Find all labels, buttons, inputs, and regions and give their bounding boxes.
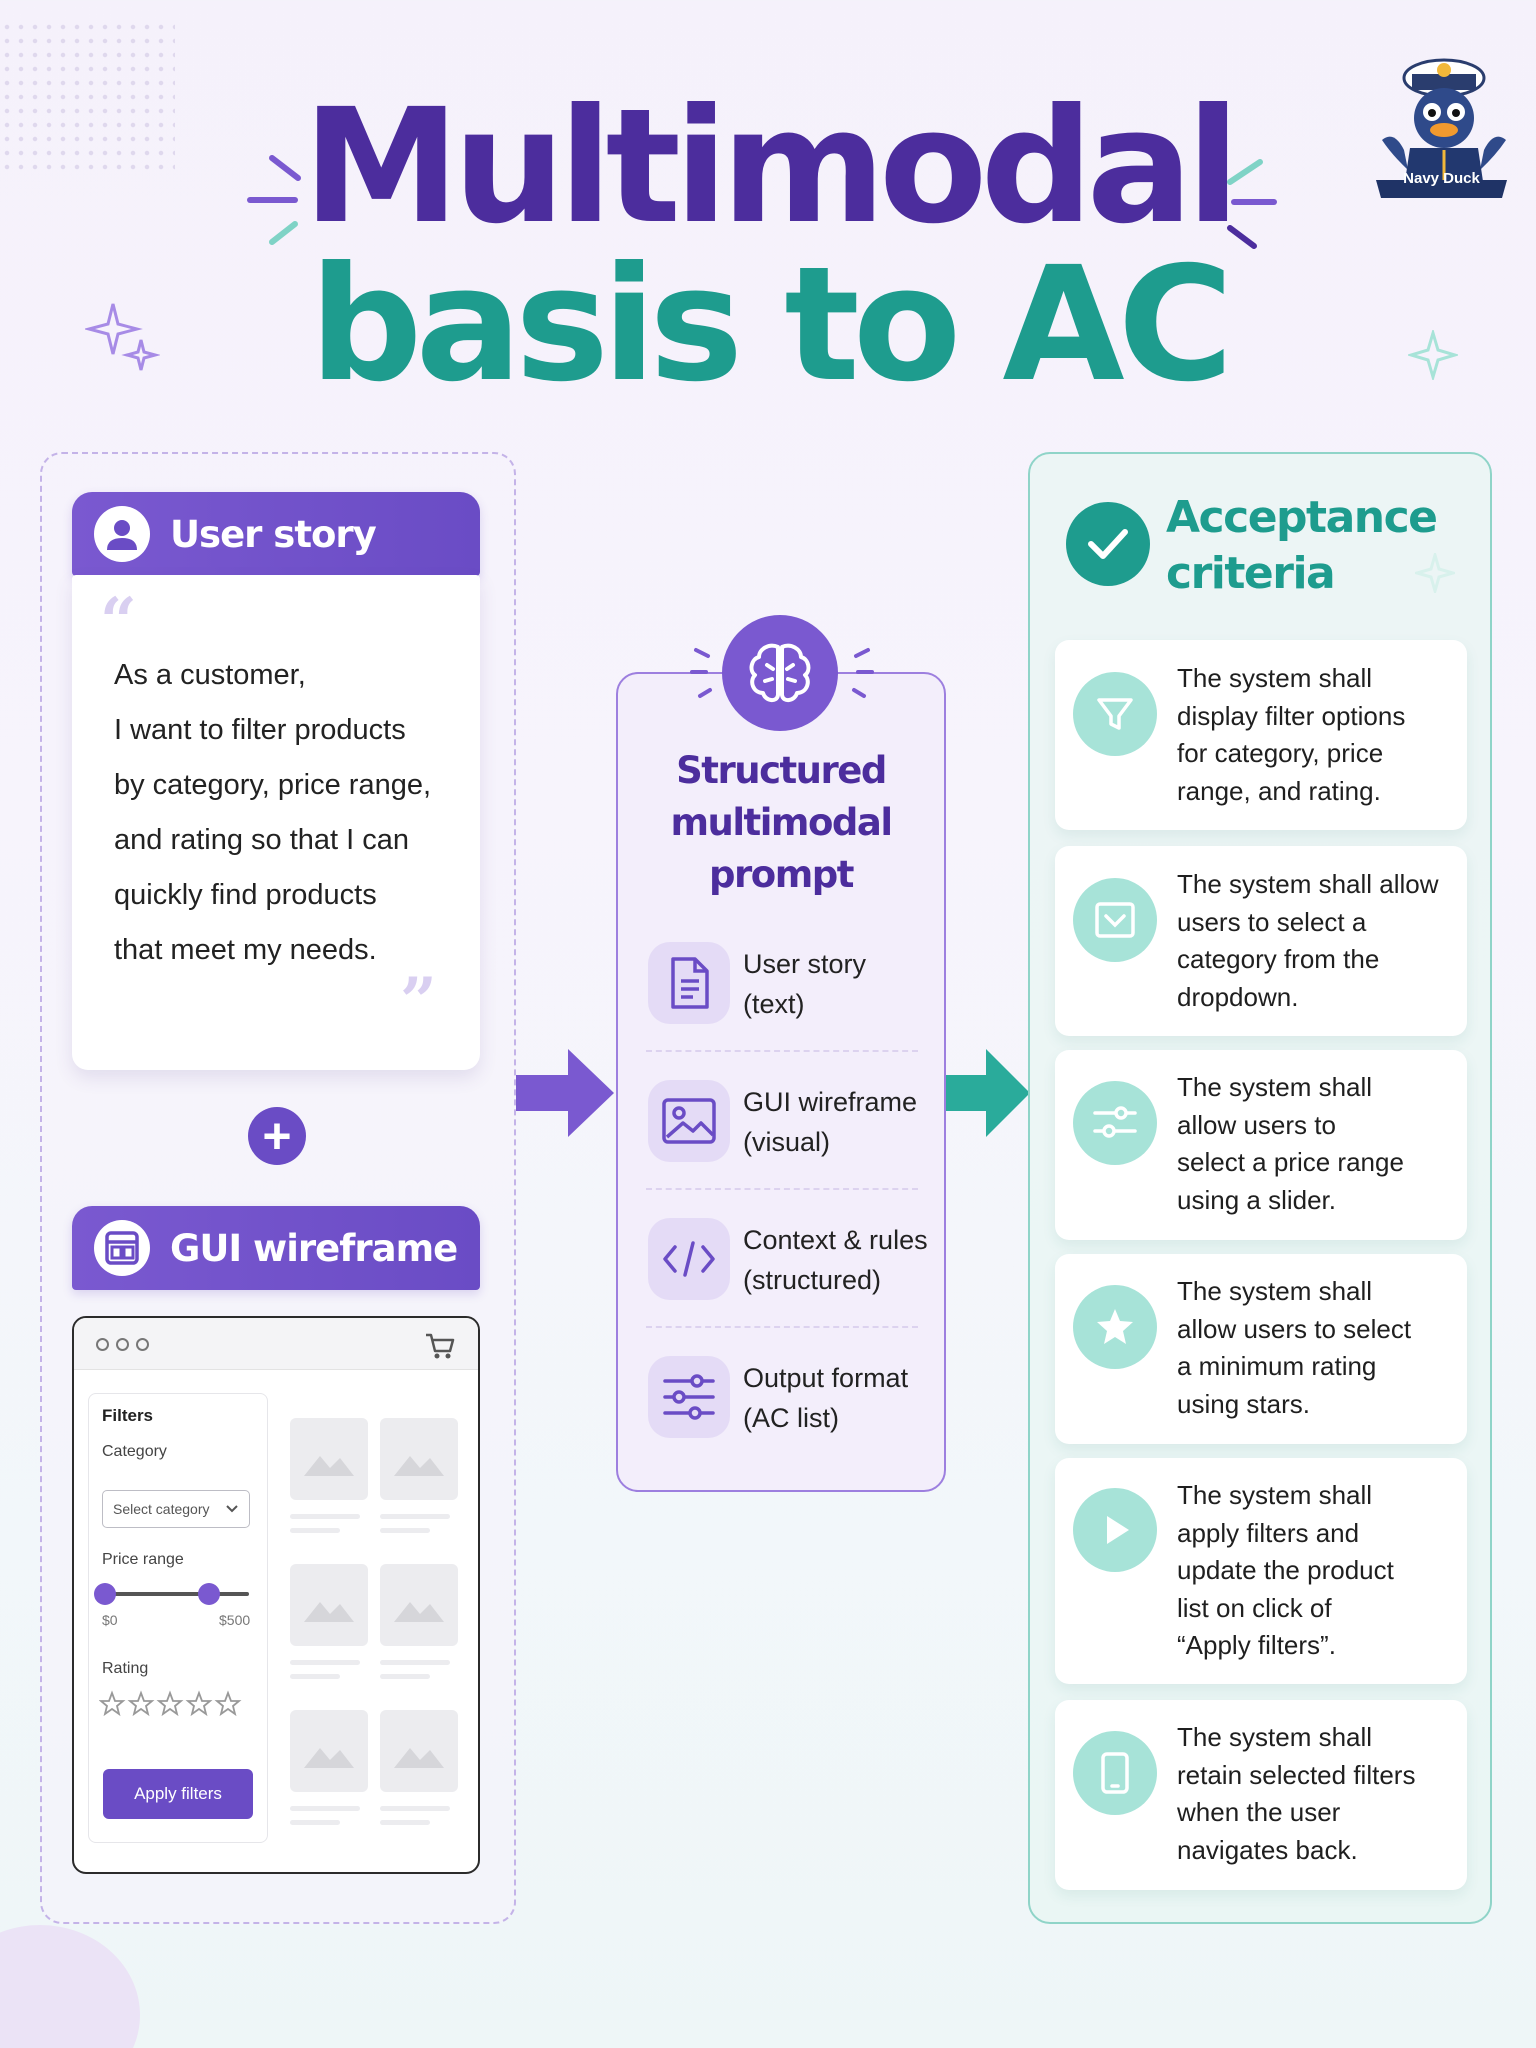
category-select-value: Select category — [113, 1501, 210, 1517]
acceptance-criteria-title — [1166, 490, 1437, 602]
ac-line: retain selected filters — [1177, 1759, 1416, 1790]
ac-line: category from the — [1177, 944, 1380, 974]
prompt-item-sublabel: (text) — [743, 989, 805, 1019]
page-title-line1: Multimodal — [302, 75, 1234, 259]
user-story-line: As a customer, — [114, 659, 306, 691]
layout-icon — [94, 1220, 150, 1276]
ac-text — [1177, 1273, 1457, 1423]
sliders-icon — [648, 1356, 730, 1438]
prompt-title-line: prompt — [709, 853, 853, 896]
ac-line: The system shall — [1177, 1480, 1373, 1510]
dropdown-icon — [1073, 878, 1157, 962]
acceptance-criteria-title-line: criteria — [1166, 548, 1335, 599]
arrow-right-icon — [516, 1045, 616, 1141]
rating-stars[interactable] — [99, 1690, 259, 1720]
divider — [646, 1050, 918, 1052]
cart-icon[interactable] — [424, 1331, 456, 1361]
plus-icon: + — [248, 1107, 306, 1165]
ac-line: select a price range — [1177, 1147, 1404, 1177]
product-image-icon — [290, 1710, 368, 1792]
category-select[interactable] — [102, 1490, 250, 1528]
prompt-item-sublabel: (visual) — [743, 1127, 831, 1157]
rating-label: Rating — [102, 1660, 149, 1677]
product-image-icon — [380, 1418, 458, 1500]
document-icon — [648, 942, 730, 1024]
prompt-item-sublabel: (AC list) — [743, 1403, 839, 1433]
star-icon — [1073, 1285, 1157, 1369]
price-min-label: $0 — [102, 1612, 118, 1628]
ac-line: using a slider. — [1177, 1184, 1336, 1215]
prompt-title — [616, 745, 946, 901]
user-story-line: that meet my needs. — [114, 934, 377, 966]
acceptance-criteria-title-line: Acceptance — [1166, 492, 1437, 543]
background-blob — [0, 1925, 140, 2048]
ac-line: update the product — [1177, 1555, 1394, 1585]
filters-title: Filters — [102, 1406, 154, 1425]
price-max-label: $500 — [219, 1612, 251, 1628]
ac-line: “Apply filters”. — [1177, 1630, 1336, 1660]
prompt-item-output-format — [743, 1358, 908, 1438]
user-story-line: and rating so that I can — [114, 824, 410, 856]
ac-line: The system shall — [1177, 1722, 1373, 1752]
prompt-item-sublabel: (structured) — [743, 1265, 882, 1295]
ac-text — [1177, 1719, 1457, 1869]
ac-line: The system shall — [1177, 1276, 1373, 1306]
page-title-line2: basis to AC — [309, 233, 1227, 417]
arrow-right-icon — [946, 1045, 1032, 1141]
divider — [646, 1326, 918, 1328]
ac-line: allow users to select — [1177, 1313, 1412, 1344]
ac-line: a minimum rating — [1177, 1351, 1377, 1381]
prompt-item-label: User story — [743, 949, 867, 979]
ac-line: dropdown. — [1177, 981, 1299, 1012]
close-quote-icon: ” — [400, 964, 437, 1039]
user-story-title: User story — [170, 512, 376, 556]
window-dot-icon — [136, 1338, 149, 1351]
open-quote-icon: “ — [100, 584, 137, 659]
price-slider-max-handle[interactable] — [198, 1583, 220, 1605]
prompt-item-gui-wireframe — [743, 1082, 917, 1162]
ac-line: navigates back. — [1177, 1834, 1358, 1865]
price-slider-min-handle[interactable] — [94, 1583, 116, 1605]
slider-icon — [1073, 1081, 1157, 1165]
prompt-item-context-rules — [743, 1220, 928, 1300]
ac-text — [1177, 1477, 1457, 1665]
ac-line: users to select a — [1177, 906, 1367, 937]
prompt-title-line: Structured — [676, 749, 886, 792]
ac-line: The system shall — [1177, 663, 1373, 693]
price-range-label: Price range — [102, 1551, 184, 1568]
image-icon — [648, 1080, 730, 1162]
user-story-line: by category, price range, — [114, 769, 432, 801]
ac-line: allow users to — [1177, 1109, 1336, 1140]
price-slider-track[interactable] — [103, 1592, 249, 1596]
product-grid — [290, 1418, 470, 1858]
prompt-title-line: multimodal — [670, 801, 892, 844]
user-story-line: I want to filter products — [114, 714, 406, 746]
filters-sidebar — [88, 1393, 268, 1843]
prompt-item-label: Context & rules — [743, 1225, 928, 1255]
ac-line: using stars. — [1177, 1388, 1310, 1419]
product-image-icon — [290, 1564, 368, 1646]
ac-text — [1177, 1069, 1457, 1219]
phone-icon — [1073, 1731, 1157, 1815]
ac-line: for category, price — [1177, 738, 1384, 768]
play-icon — [1073, 1488, 1157, 1572]
ac-line: The system shall — [1177, 1072, 1373, 1102]
mascot-logo — [1374, 30, 1509, 200]
wireframe-mockup — [72, 1316, 480, 1874]
ac-line: when the user — [1177, 1797, 1341, 1827]
window-dot-icon — [96, 1338, 109, 1351]
category-label: Category — [102, 1443, 167, 1460]
ac-line: range, and rating. — [1177, 775, 1381, 806]
ac-text — [1177, 660, 1457, 810]
user-story-line: quickly find products — [114, 879, 377, 911]
product-image-icon — [290, 1418, 368, 1500]
product-image-icon — [380, 1564, 458, 1646]
filter-icon — [1073, 672, 1157, 756]
user-story-header — [72, 492, 480, 576]
user-icon — [94, 506, 150, 562]
ac-line: The system shall allow — [1177, 869, 1439, 899]
product-image-icon — [380, 1710, 458, 1792]
prompt-item-user-story — [743, 944, 866, 1024]
ac-text — [1177, 866, 1457, 1016]
prompt-item-label: GUI wireframe — [743, 1087, 918, 1117]
brain-icon — [722, 615, 838, 731]
chevron-down-icon — [225, 1504, 239, 1514]
prompt-item-label: Output format — [743, 1363, 909, 1393]
code-icon — [648, 1218, 730, 1300]
ac-line: display filter options — [1177, 700, 1406, 731]
mascot-label: Navy Duck — [1403, 170, 1480, 187]
ac-line: list on click of — [1177, 1592, 1332, 1623]
gui-wireframe-title: GUI wireframe — [170, 1226, 458, 1270]
check-icon — [1066, 502, 1150, 586]
gui-wireframe-header — [72, 1206, 480, 1290]
window-dot-icon — [116, 1338, 129, 1351]
apply-filters-button[interactable]: Apply filters — [103, 1769, 253, 1819]
ac-line: apply filters and — [1177, 1517, 1360, 1548]
wireframe-titlebar — [74, 1318, 478, 1370]
divider — [646, 1188, 918, 1190]
